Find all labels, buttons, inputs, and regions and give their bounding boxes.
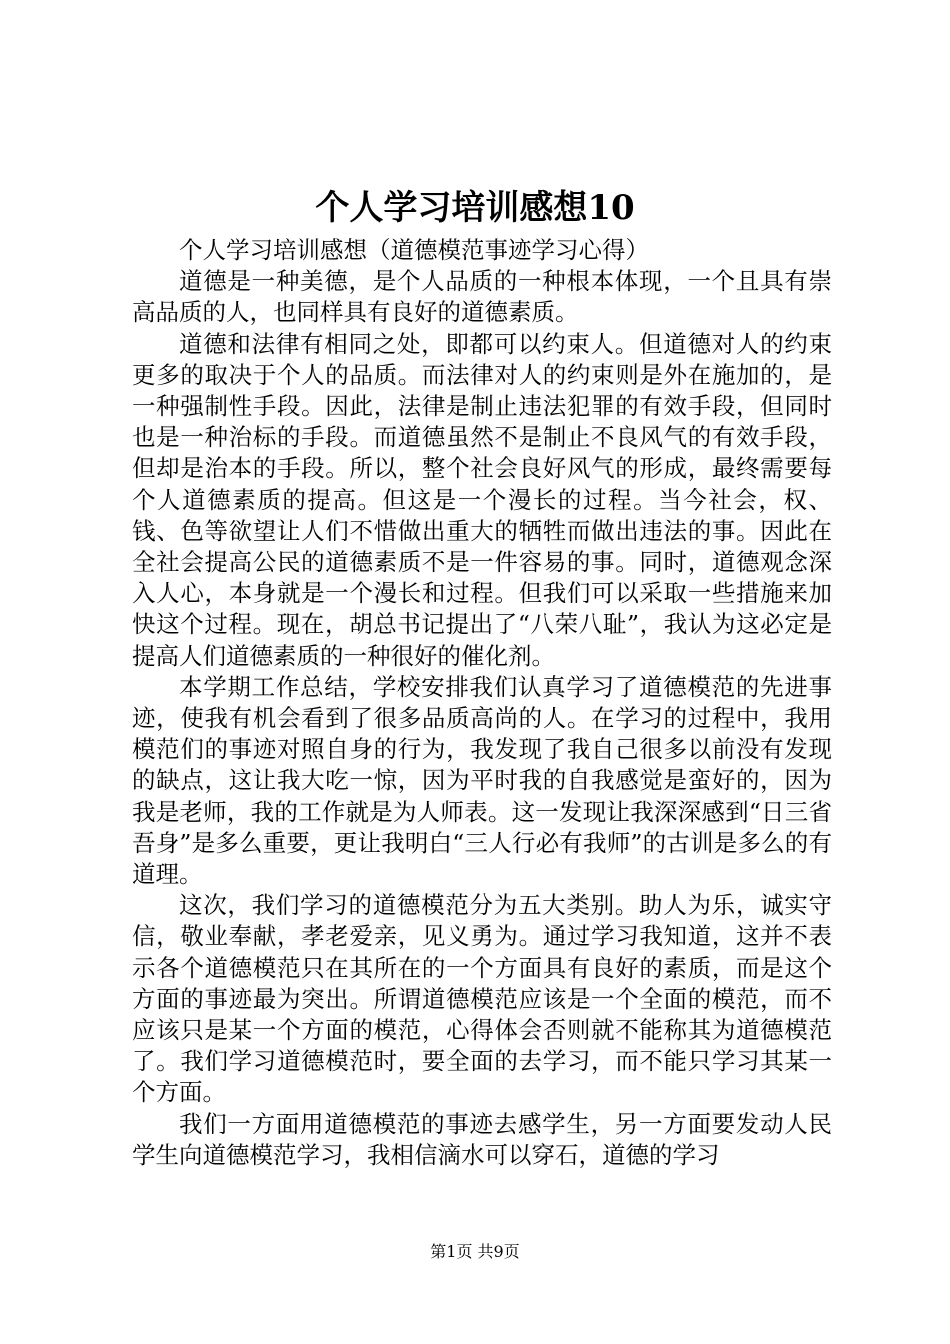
paragraph-1: 道德是一种美德，是个人品质的一种根本体现，一个且具有崇高品质的人，也同样具有良好的道德素质。 [132, 267, 832, 327]
paragraph-3: 本学期工作总结，学校安排我们认真学习了道德模范的先进事迹，使我有机会看到了很多品质高尚的人。在学习的过程中，我用模范们的事迹对照自身的行为，我发现了我自己很多以前没有发现的缺点，这让我大吃一惊，因为平时我的自我感觉是蛮好的，因为我是老师，我的工作就是为人师表。这一发现让我深深感到“日三省吾身”是多么重要，更让我明白“三人行必有我师”的古训是多么的有道理。 [132, 672, 832, 889]
paragraph-4: 这次，我们学习的道德模范分为五大类别。助人为乐，诚实守信，敬业奉献，孝老爱亲，见义勇为。通过学习我知道，这并不表示各个道德模范只在其所在的一个方面具有良好的素质，而是这个方面的事迹最为突出。所谓道德模范应该是一个全面的模范，而不应该只是某一个方面的模范，心得体会否则就不能称其为道德模范了。我们学习道德模范时，要全面的去学习，而不能只学习其某一个方面。 [132, 891, 832, 1107]
page-footer: 第1页 共9页 [430, 1242, 520, 1261]
document-subtitle: 个人学习培训感想（道德模范事迹学习心得） [179, 236, 649, 264]
paragraph-5: 我们一方面用道德模范的事迹去感学生，另一方面要发动人民学生向道德模范学习，我相信滴水可以穿石，道德的学习 [132, 1109, 832, 1169]
document-body [132, 235, 832, 1171]
paragraph-2: 道德和法律有相同之处，即都可以约束人。但道德对人的约束更多的取决于个人的品质。而法律对人的约束则是外在施加的，是一种强制性手段。因此，法律是制止违法犯罪的有效手段，但同时也是一种治标的手段。而道德虽然不是制止不良风气的有效手段，但却是治本的手段。所以，整个社会良好风气的形成，最终需要每个人道德素质的提高。但这是一个漫长的过程。当今社会，权、钱、色等欲望让人们不惜做出重大的牺牲而做出违法的事。因此在全社会提高公民的道德素质不是一件容易的事。同时，道德观念深入人心，本身就是一个漫长和过程。但我们可以采取一些措施来加快这个过程。现在，胡总书记提出了“八荣八耻”，我认为这必定是提高人们道德素质的一种很好的催化剂。 [132, 329, 832, 670]
document-title: 个人学习培训感想10 [315, 188, 635, 228]
